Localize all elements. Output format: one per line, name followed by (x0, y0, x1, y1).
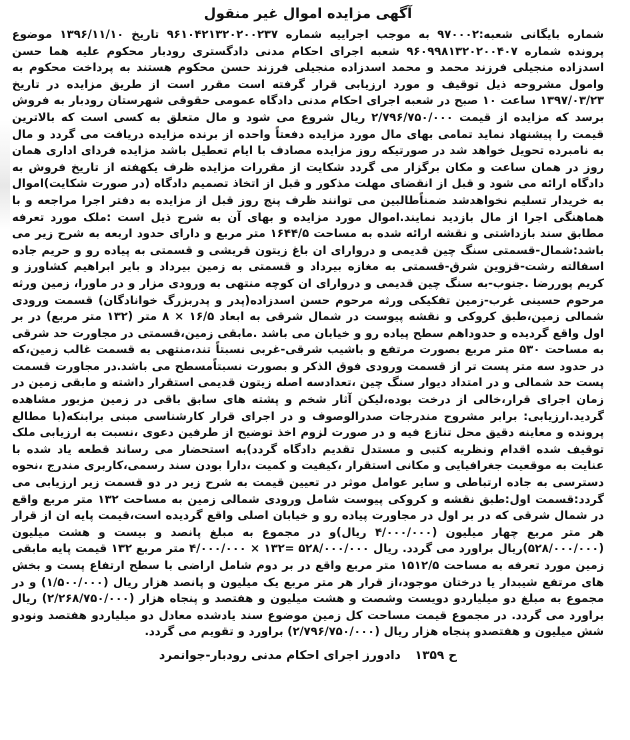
footer-signature: دادورز اجرای احکام مدنی رودبار-جوانمرد (159, 647, 401, 662)
notice-page (8, 4, 608, 734)
notice-title: آگهی مزایده اموال غیر منقول (203, 6, 413, 22)
notice-body: شماره بایگانی شعبه:۹۷۰۰۰۲ به موجب اجراییه شماره ۹۶۱۰۴۲۱۳۲۰۲۰۰۲۳۷ تاریخ ۱۳۹۶/۱۱/۱۰ موضوع پرونده شماره ۹۶۰۹۹۸۱۳۲۰۲۰۰۴۰۷ شعبه اجرای احکام مدنی دادگستری رودبار محکوم علیه هما حسن اسدزاده منجیلی فرزند محمد و محمد اسدزاده منجیلی فرزند حسن محکوم هستند به پرداخت محکوم به وامول مشروحه ذیل توقیف و مورد ارزیابی قرار گرفته است مقرر است از طریق مزایده در تاریخ ۱۳۹۷/۰۳/۲۳ ساعت ۱۰ صبح در شعبه اجرای احکام مدنی دادگاه عمومی حقوقی شهرستان رودبار به فروش برسد که مزایده از قیمت ۲/۷۹۶/۷۵۰/۰۰۰ ریال شروع می شود و مال متعلق به کسی است که بالاترین قیمت را پیشنهاد نماید تمامی بهای مال مورد مزایده دفعتاً واحده از برنده مزایده دریافت می گردد و مال به نامبرده تحویل خواهد شد در صورتیکه روز مزایده مصادف با ایام تعطیل باشد مزایده فردای اداری همان روز در همان ساعت و مکان برگزار می گردد شکایت از مقررات مزایده ظرف یکهفته از تاریخ فروش به دادگاه ارائه می شود و قبل از انقضای مهلت مذکور و قبل از اتخاذ تصمیم دادگاه (در صورت شکایت)اموال به خریدار تسلیم نخواهدشد ضمناًطالبین می توانند ظرف پنج روز قبل از مزایده به دفتر اجرا مراجعه و با هماهنگی اجرا از مال بازدید نمایند.اموال مورد مزایده و بهای آن به شرح ذیل است :ملک مورد تعرفه مطابق سند بازداشتی و نقشه ارائه شده به مساحت ۱۶۴۴/۵ متر مربع و دارای حدود اربعه به شرح زیر می باشد:شمال-قسمتی سنگ چین قدیمی و دروارای ان باغ زیتون قریشی و قسمتی به پیاده رو و حریم جاده اسفالته رشت-قزوین شرق-قسمتی به مغازه بیرداد و قسمتی به زمین بیرداد و بایر ابراهیم کشاورز و کریم پوررضا .جنوب-به سنگ چین قدیمی و دروارای ان کوچه منتهی به ورودی مزار و در ماورا، زمین ورثه مرحوم حسینی غرب-زمین تفکیکی ورثه مرحوم حسن اسدزاده(پدر و پدربزرگ خوانادگان) قسمت ورودی شمالی زمین،طبق کروکی و نقشه پیوست در شمال شرقی به ابعاد ۱۶/۵ × ۸ متر (۱۳۲ متر مربع) در بر اول واقع گردیده و حدوداهم سطح پیاده رو و خیابان می باشد .مابقی زمین،قسمتی در مجاورت حد شرقی به مساحت ۵۳۰ متر مربع بصورت مرتفع و باشیب شرقی-غربی نسبتاً تند،منتهی به قسمت غالب زمین،که در حدود سه متر پست تر از قسمت ورودی فوق الذکر و بصورت نسبتاًمسطح می باشد.در مجاورت قسمت پست حد شمالی و در امتداد دیوار سنگ چین ،تعدادسه اصله زیتون قدیمی استقرار داشته و مابقی زمین در زمان اجرای قرار،خالی از درخت بوده،لیکن آثار شخم و پشته های سابق باقی در زمین مزبور مشاهده گردید.ارزیابی: برابر مشروح مندرجات صدرالوصوف و در اجرای قرار کارشناسی مبنی برابنکه(با مطالع پرونده و معاینه دقیق محل تنازع فیه و در صورت لزوم اخذ توضیح از طرفین دعوی ،نسبت به ارزیابی ملک توقیف شده اقدام ونظریه کتبی و مستدل تقدیم دادگاه گردد)به استحضار می رساند قطعه یاد شده با عنایت به موقعیت جغرافیایی و مکانی استقرار ،کیفیت و کمیت ،دارا بودن سند رسمی،کاربری مندرج ،نحوه دسترسی به جاده ارتباطی و سایر عوامل موثر در تعیین قیمت به شرح زیر در دو قسمت زیر ارزیابی می گردد:قسمت اول:طبق نقشه و کروکی پیوست شامل ورودی شمالی زمین به مساحت ۱۳۲ متر مربع واقع در شمال شرقی که در بر اول در مجاورت پیاده رو و خیابان اصلی واقع گردیده است،قیمت پایه ان از قرار هر متر مربع چهار میلیون (۴/۰۰۰/۰۰۰ ریال)و در مجموع به مبلغ پانصد و بیست و هشت میلیون (۵۲۸/۰۰۰/۰۰۰)ریال براورد می گردد. ریال ۵۲۸/۰۰۰/۰۰۰ =۱۳۲ × ۴/۰۰۰/۰۰۰ متر مربع ۱۳۲ قیمت پایه مابقی زمین مورد تعرفه به مساحت ۱۵۱۲/۵ متر مربع واقع در بر دوم شامل اراضی با سطح ارتفاع پست و بخش های مرتفع شیبدار یا درختان موجود،از قرار هر متر مربع یک میلیون و پانصد هزار ریال (۱/۵۰۰/۰۰۰) و در مجموع به مبلغ دو میلیاردو دویست وشصت و هشت میلیون و هفتصد و پنجاه هزار (۲/۲۶۸/۷۵۰/۰۰۰) ریال براورد می گردد. در مجموع قیمت مساحت کل زمین موضوع سند یادشده معادل دو میلیاردو هفتصد ونودو شش میلیون و هفتصدو پنجاه هزار ریال (۲/۷۹۶/۷۵۰/۰۰۰) براورد و تقویم می گردد. (12, 27, 605, 639)
footer-code: ح ۱۳۵۹ (414, 647, 457, 662)
notice-footer (8, 646, 608, 664)
scan-edge-shadow (0, 120, 10, 230)
